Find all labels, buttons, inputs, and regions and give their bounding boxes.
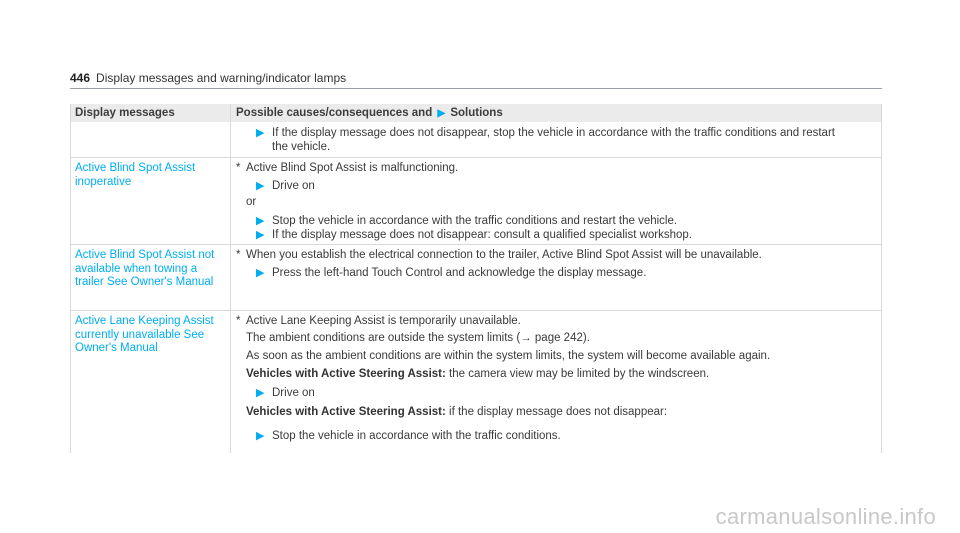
table-right-border [881,104,882,453]
cause-text: When you establish the electrical connection to the trailer, Active Blind Spot Assist will be unavailable. [246,249,762,261]
action-arrow-icon: ▶ [256,215,265,227]
action-arrow-icon: ▶ [256,267,265,279]
display-message: Active Blind Spot Assist inoperative [75,162,196,188]
solution-text: Press the left-hand Touch Control and acknowledge the display message. [272,267,647,279]
header-divider [70,88,882,89]
cause-text: As soon as the ambient conditions are within the system limits, the system will become available again. [246,350,771,362]
cause-text: Active Lane Keeping Assist is temporarily unavailable. [246,315,521,327]
page-number: 446 [70,71,91,85]
asterisk-icon: * [236,162,241,174]
table-row [70,244,882,311]
display-message: Active Blind Spot Assist not available when towing a trailer See Owner's Manual [75,249,215,288]
cause-text: Vehicles with Active Steering Assist: if the display message does not disappear: [246,406,668,418]
solution-text: If the display message does not disappear, stop the vehicle in accordance with the traffic conditions and restart [272,127,835,139]
table-left-border [70,104,71,453]
action-arrow-icon: ▶ [256,127,265,139]
action-arrow-icon: ▶ [256,387,265,399]
table-header [70,104,882,122]
action-arrow-icon: ▶ [437,108,446,119]
solution-text: If the display message does not disappear: consult a qualified specialist workshop. [272,228,692,241]
asterisk-icon: * [236,315,241,327]
column-header-messages: Display messages [75,107,175,119]
watermark: carmanualsonline.info [715,504,936,529]
cause-text: Active Blind Spot Assist is malfunctioning. [246,162,459,174]
solution-text: Drive on [272,387,315,399]
page-header [70,71,346,85]
cause-text: Vehicles with Active Steering Assist: the camera view may be limited by the windscreen. [246,368,710,380]
solution-text: Stop the vehicle in accordance with the traffic conditions and restart the vehicle. [272,215,678,227]
solution-text: the vehicle. [272,140,331,153]
page-title: Display messages and warning/indicator lamps [96,71,347,85]
column-divider [230,104,231,453]
asterisk-icon: * [236,249,241,261]
cause-text: The ambient conditions are outside the system limits (→ page 242). [246,332,590,344]
display-messages-table [70,104,882,453]
solution-text: Stop the vehicle in accordance with the traffic conditions. [272,430,561,442]
or-text: or [246,196,257,208]
action-arrow-icon: ▶ [256,180,265,192]
action-arrow-icon: ▶ [256,228,265,241]
column-header-causes: Possible causes/consequences and ▶ Solutions [236,107,503,119]
table-row [70,122,882,158]
condition-label: Vehicles with Active Steering Assist: [246,406,446,418]
table-row [70,157,882,245]
table-row [70,310,882,453]
action-arrow-icon: ▶ [256,430,265,442]
condition-label: Vehicles with Active Steering Assist: [246,368,446,380]
solution-text: Drive on [272,180,315,192]
display-message: Active Lane Keeping Assist currently unavailable See Owner's Manual [75,315,214,354]
